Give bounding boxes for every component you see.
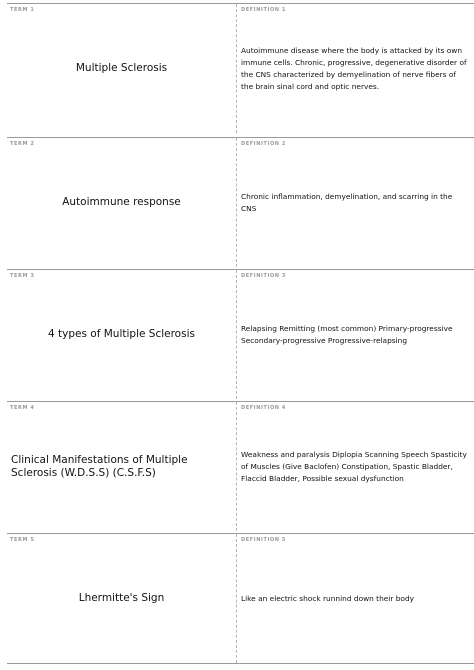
definition-label: DEFINITION 5 xyxy=(241,537,287,543)
flashcard-3 xyxy=(7,269,474,399)
term-label: TERM 4 xyxy=(10,405,35,411)
definition-value: Autoimmune disease where the body is attacked by its own immune cells. Chronic, progressive, degenerative disorder of the CNS characterized by demyelination of nerve fibers of the brain sinal cord and optic nerves. xyxy=(241,45,467,91)
definition-text xyxy=(241,402,469,531)
flashcard-4 xyxy=(7,401,474,531)
definition-value: Chronic inflammation, demyelination, and scarring in the CNS xyxy=(241,191,453,213)
definition-value: Relapsing Remitting (most common) Primary-progressive Secondary-progressive Progressive-relapsing xyxy=(241,323,453,345)
term-text xyxy=(7,402,236,531)
flashcard-2 xyxy=(7,137,474,267)
definition-label: DEFINITION 3 xyxy=(241,273,287,279)
term-value: Clinical Manifestations of Multiple Sclerosis (W.D.S.S) (C.S.F.S) xyxy=(11,453,188,479)
definition-label: DEFINITION 4 xyxy=(241,405,287,411)
card-divider xyxy=(236,138,237,267)
term-value: Multiple Sclerosis xyxy=(75,62,168,74)
term-text xyxy=(7,138,236,267)
term-text xyxy=(7,534,236,663)
term-value: 4 types of Multiple Sclerosis xyxy=(48,328,195,340)
definition-label: DEFINITION 1 xyxy=(241,7,287,13)
term-label: TERM 5 xyxy=(10,537,35,543)
flashcard-1 xyxy=(7,3,474,133)
definition-text xyxy=(241,4,469,133)
card-divider xyxy=(236,402,237,531)
term-value: Autoimmune response xyxy=(62,196,181,208)
term-text xyxy=(7,4,236,133)
definition-value: Weakness and paralysis Diplopia Scanning Speech Spasticity of Muscles (Give Baclofen) Constipation, Spastic Bladder, Flaccid Bladder, Possible sexual dysfunction xyxy=(241,449,467,483)
card-divider xyxy=(236,4,237,133)
definition-text xyxy=(241,270,469,399)
term-text xyxy=(7,270,236,399)
definition-value: Like an electric shock runnind down their body xyxy=(241,593,415,603)
definition-label: DEFINITION 2 xyxy=(241,141,287,147)
term-label: TERM 3 xyxy=(10,273,35,279)
definition-text xyxy=(241,534,469,663)
card-divider xyxy=(236,270,237,399)
term-label: TERM 1 xyxy=(10,7,35,13)
definition-text xyxy=(241,138,469,267)
flashcard-5 xyxy=(7,533,474,664)
term-label: TERM 2 xyxy=(10,141,35,147)
card-divider xyxy=(236,534,237,663)
term-value: Lhermitte's Sign xyxy=(78,592,165,604)
